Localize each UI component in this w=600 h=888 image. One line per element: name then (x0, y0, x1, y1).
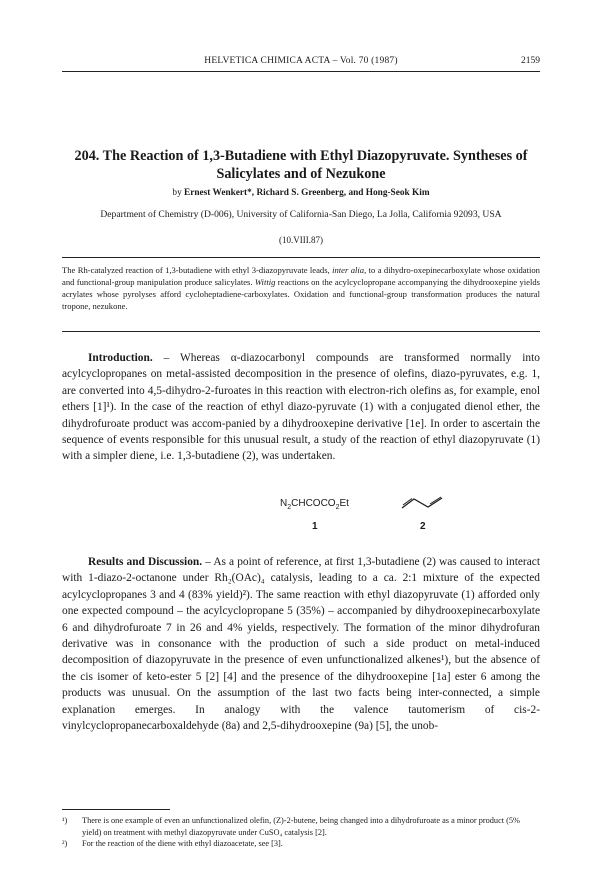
introduction-paragraph (62, 350, 540, 465)
authors-prefix: by (172, 188, 185, 198)
footnote-1 (62, 815, 540, 838)
title-line-2: Salicylates and of Nezukone (216, 166, 386, 182)
compound-label-2: 2 (420, 521, 426, 532)
page-number: 2159 (521, 56, 540, 66)
footnote-text-1: There is one example of even an unfunctionalized olefin, (Z)-2-butene, being changed into a dihydrofuroate as a minor product (5% yield) on treatment with methyl diazopyruvate under CuSO₄ catalysis [2]. (82, 816, 520, 837)
journal-name: HELVETICA CHIMICA ACTA – Vol. 70 (1987) (204, 56, 398, 66)
footnote-mark-2: ²) (62, 839, 68, 848)
abstract-text-2: to a dihydro-oxepinecarboxylate whose oxidation and functional-group manipulation produce salicylates. (62, 265, 540, 287)
abstract-rule-top (62, 257, 540, 258)
author-names: Ernest Wenkert*, Richard S. Greenberg, and Hong-Seok Kim (184, 188, 430, 198)
compound-scheme (62, 495, 540, 541)
abstract-italic-2: Wittig (254, 277, 276, 287)
results-text: – As a point of reference, at first 1,3-butadiene (2) was caused to interact with 1-diazo-2-octanone under Rh₂(OAc)₄ catalysis, leading to a ca. 2:1 mixture of the expected acylcyclopropanes 3 and 4 (83% yield)²). The same reaction with ethyl diazopyruvate (1) afforded only one expected compound – the acylcyclopropane 5 (35%) – accompanied by dihydrooxepinecarboxylate 6 and dihydrofuroate 7 in 26 and 4% yields, respectively. The formation of the minor dihydrofuran derivative was in consonance with the production of such a side product on metal-induced decomposition of diazopyruvate in the presence of even unfunctionalized alkenes¹), but the absence of the cis isomer of keto-ester 5 [2] [4] and the presence of the dihydrooxepine [1a] ester 6 among the products was unusual. On the assumption of the last two facts being inter-connected, a simple explanation emerges. In analogy with the valence tautomerism of cis-2-vinylcyclopropanecarboxaldehyde (8a) and 2,5-dihydrooxepine (9a) [5], the unob- (62, 556, 540, 733)
abstract (62, 264, 540, 312)
introduction-heading: Introduction. (88, 352, 153, 364)
abstract-rule-bottom (62, 331, 540, 332)
article-title (62, 147, 540, 183)
abstract-text-1: The Rh-catalyzed reaction of 1,3-butadiene with ethyl 3-diazopyruvate leads, (62, 265, 333, 275)
abstract-text-3: reactions on the acylcyclopropane accompanying the dihydrooxepine yields acrylates whose pyrolyses afford cycloheptadiene-carboxylates. Oxidation and functional-group transformation produces the natural tropone, nezukone. (62, 277, 540, 311)
butadiene-structure (400, 495, 448, 511)
header-rule (62, 71, 540, 72)
results-paragraph (62, 554, 540, 734)
abstract-italic-1: inter alia, (332, 265, 367, 275)
footnotes (62, 815, 540, 850)
affiliation: Department of Chemistry (D-006), University of California-San Diego, La Jolla, California 92093, USA (100, 209, 502, 220)
footnote-2 (62, 838, 540, 850)
author-line (62, 188, 540, 198)
footnote-rule (62, 809, 170, 810)
compound-label-1: 1 (312, 521, 318, 532)
results-heading: Results and Discussion. (88, 556, 203, 568)
footnote-text-2: For the reaction of the diene with ethyl diazoacetate, see [3]. (82, 839, 283, 848)
received-date: (10.VIII.87) (279, 235, 323, 245)
footnote-mark-1: ¹) (62, 816, 68, 825)
introduction-text: – Whereas α-diazocarbonyl compounds are transformed normally into acylcyclopropanes on metal-assisted decomposition in the presence of olefins, diazo-pyruvates, e.g. 1, are converted into 4,5-dihydro-2-furoates in this reaction with electron-rich olefins as, for example, enol ethers [1]¹). In the case of the reaction of ethyl diazo-pyruvate (1) with a conjugated dienol ether, the dihydrofuroate product was accom-panied by a dihydrooxepine derivative [1e]. In order to ascertain the sequence of events responsible for this unusual result, a study of the reaction of ethyl diazopyruvate (1) with a simpler diene, i.e. 1,3-butadiene (2), was undertaken. (62, 352, 540, 463)
running-head (62, 56, 540, 70)
title-line-1: 204. The Reaction of 1,3-Butadiene with Ethyl Diazopyruvate. Syntheses of (74, 148, 528, 164)
diazopyruvate-formula: $N_2CHCOCO_2Et$ (280, 498, 349, 511)
